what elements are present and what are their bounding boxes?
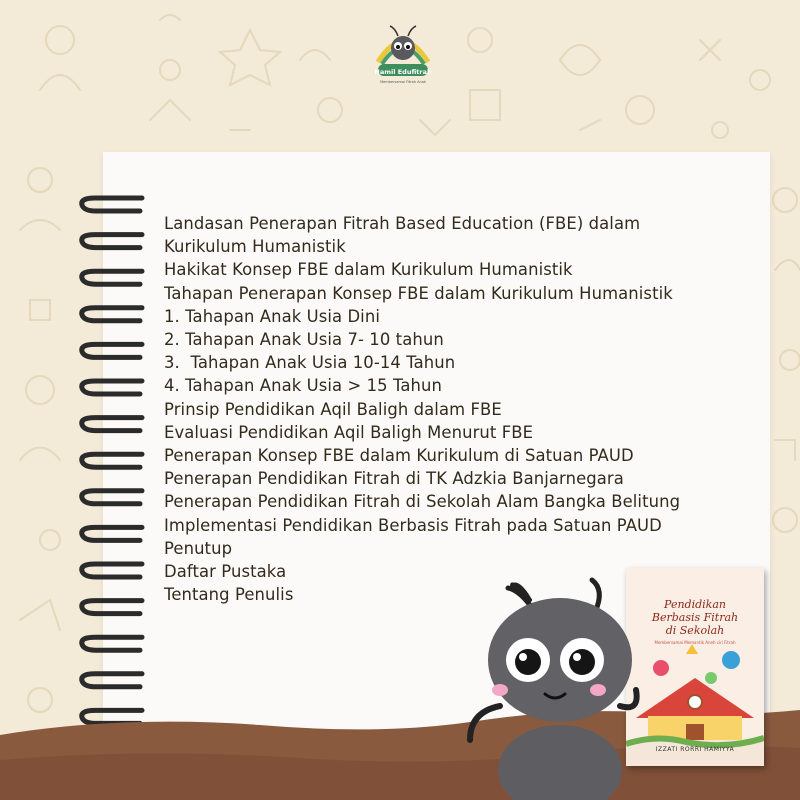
toc-item: Hakikat Konsep FBE dalam Kurikulum Humanistik [164, 260, 573, 280]
toc-item: Kurikulum Humanistik [164, 237, 346, 257]
toc-item: Implementasi Pendidikan Berbasis Fitrah pada Satuan PAUD [164, 515, 662, 535]
book-subtitle: Membersamai Memantik Aneh ciri Fitrah [654, 640, 736, 645]
logo-name: Namil Edufitrah [374, 68, 432, 76]
book-title: Pendidikan Berbasis Fitrah di Sekolah [651, 598, 739, 637]
toc-item: 2. Tahapan Anak Usia 7- 10 tahun [164, 330, 444, 350]
toc-item: Landasan Penerapan Fitrah Based Education (FBE) dalam [164, 214, 641, 233]
toc-item: Tahapan Penerapan Konsep FBE dalam Kurikulum Humanistik [164, 283, 673, 303]
toc-item: Prinsip Pendidikan Aqil Baligh dalam FBE [164, 399, 502, 419]
toc-item: 1. Tahapan Anak Usia Dini [164, 306, 380, 326]
book-author: IZZATI RORRI HAMIYYA [655, 746, 735, 753]
toc-item: 3. Tahapan Anak Usia 10-14 Tahun [164, 353, 456, 373]
toc-item: Penerapan Pendidikan Fitrah di TK Adzkia Banjarnegara [164, 469, 624, 489]
toc-item: Daftar Pustaka [164, 562, 287, 582]
toc-item: Penerapan Konsep FBE dalam Kurikulum di Satuan PAUD [164, 446, 634, 466]
toc-item: Evaluasi Pendidikan Aqil Baligh Menurut FBE [164, 422, 534, 442]
toc-item: 4. Tahapan Anak Usia > 15 Tahun [164, 376, 442, 396]
toc-item: Tentang Penulis [164, 585, 294, 605]
logo-tagline: Membersamai Fitrah Anak [380, 80, 426, 84]
toc-item: Penutup [164, 538, 233, 558]
toc-item: Penerapan Pendidikan Fitrah di Sekolah Alam Bangka Belitung [164, 492, 681, 512]
